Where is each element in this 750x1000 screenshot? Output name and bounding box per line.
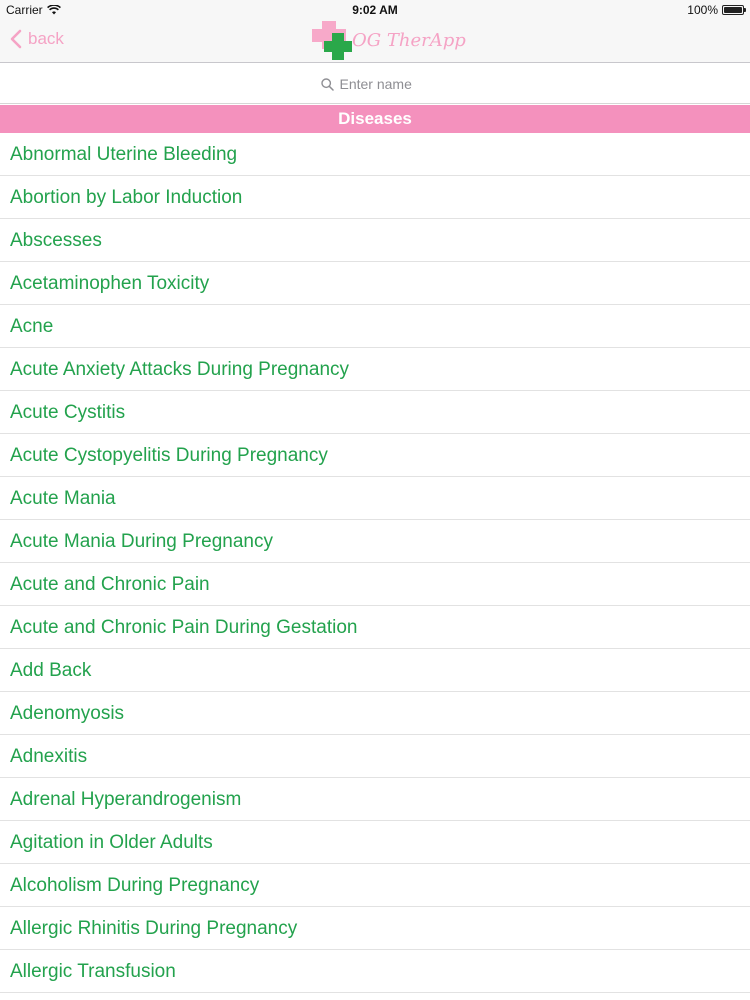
list-item[interactable]: Adnexitis [0,735,750,778]
disease-list [0,133,750,993]
list-item[interactable]: Acute Anxiety Attacks During Pregnancy [0,348,750,391]
battery-icon [722,5,744,15]
list-item[interactable]: Acute Mania During Pregnancy [0,520,750,563]
status-bar [0,0,750,20]
list-item[interactable]: Acute and Chronic Pain [0,563,750,606]
section-header-diseases: Diseases [0,105,750,133]
list-item[interactable]: Allergic Transfusion [0,950,750,993]
list-item[interactable]: Abnormal Uterine Bleeding [0,133,750,176]
list-item[interactable]: Acute Cystopyelitis During Pregnancy [0,434,750,477]
list-item[interactable]: Abortion by Labor Induction [0,176,750,219]
list-item[interactable]: Alcoholism During Pregnancy [0,864,750,907]
navigation-bar [0,20,750,63]
app-logo-cross-icon [310,21,354,61]
list-item[interactable]: Acute Mania [0,477,750,520]
app-logo-text: OG TherApp [352,30,466,51]
battery-indicator [687,3,744,17]
search-input[interactable] [340,76,430,92]
back-label: back [28,29,64,48]
app-logo [310,21,466,61]
list-item[interactable]: Abscesses [0,219,750,262]
list-item[interactable]: Allergic Rhinitis During Pregnancy [0,907,750,950]
list-item[interactable]: Add Back [0,649,750,692]
chevron-left-icon [10,29,22,49]
back-button[interactable] [10,29,64,49]
list-item[interactable]: Acute Cystitis [0,391,750,434]
search-icon [321,78,334,91]
search-bar [0,64,750,104]
list-item[interactable]: Adenomyosis [0,692,750,735]
status-time: 9:02 AM [352,3,398,17]
list-item[interactable]: Agitation in Older Adults [0,821,750,864]
list-item[interactable]: Acne [0,305,750,348]
carrier-label: Carrier [6,3,43,17]
list-item[interactable]: Adrenal Hyperandrogenism [0,778,750,821]
list-item[interactable]: Acute and Chronic Pain During Gestation [0,606,750,649]
list-item[interactable]: Acetaminophen Toxicity [0,262,750,305]
battery-percent: 100% [687,3,718,17]
